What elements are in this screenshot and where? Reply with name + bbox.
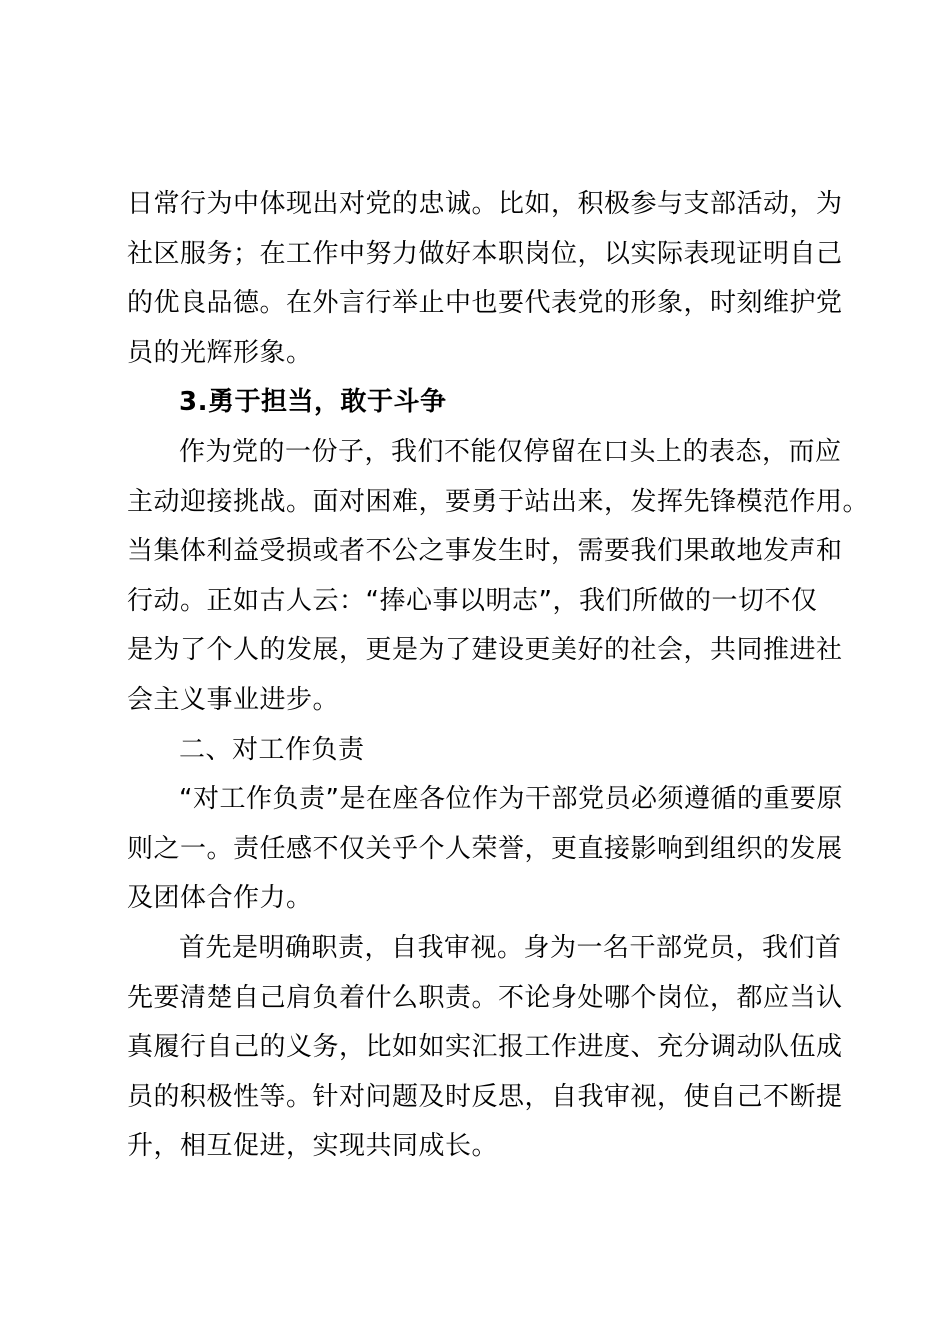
text-line: 会主义事业进步。 [127,684,340,715]
text-line: 主动迎接挑战。面对困难，要勇于站出来，发挥先锋模范作用。 [127,486,870,517]
text-line: 升，相互促进，实现共同成长。 [127,1131,499,1162]
text-line: 当集体利益受损或者不公之事发生时，需要我们果敢地发声和 [127,536,843,567]
text-line: 及团体合作力。 [127,883,313,914]
text-line: 是为了个人的发展，更是为了建设更美好的社会，共同推进社 [127,635,843,666]
text-line: 先要清楚自己肩负着什么职责。不论身处哪个岗位，都应当认 [127,982,843,1013]
text-line: 社区服务；在工作中努力做好本职岗位，以实际表现证明自己 [127,238,843,269]
text-line: 员的积极性等。针对问题及时反思，自我审视，使自己不断提 [127,1081,843,1112]
text-line: 真履行自己的义务，比如如实汇报工作进度、充分调动队伍成 [127,1032,843,1063]
text-line: 的优良品德。在外言行举止中也要代表党的形象，时刻维护党 [127,288,843,319]
section-heading: 二、对工作负责 [179,734,365,765]
body-text [127,180,870,1172]
section-heading: 3.勇于担当，敢于斗争 [179,387,447,418]
text-line: 员的光辉形象。 [127,337,313,368]
text-line: 日常行为中体现出对党的忠诚。比如，积极参与支部活动，为 [127,189,843,219]
text-line: 作为党的一份子，我们不能仅停留在口头上的表态，而应 [179,436,842,467]
text-line: 行动。正如古人云：“捧心事以明志”，我们所做的一切不仅 [127,585,818,616]
text-line: “对工作负责”是在座各位作为干部党员必须遵循的重要原 [179,784,843,815]
text-line: 则之一。责任感不仅关乎个人荣誉，更直接影响到组织的发展 [127,833,843,864]
text-line: 首先是明确职责，自我审视。身为一名干部党员，我们首 [179,932,842,963]
